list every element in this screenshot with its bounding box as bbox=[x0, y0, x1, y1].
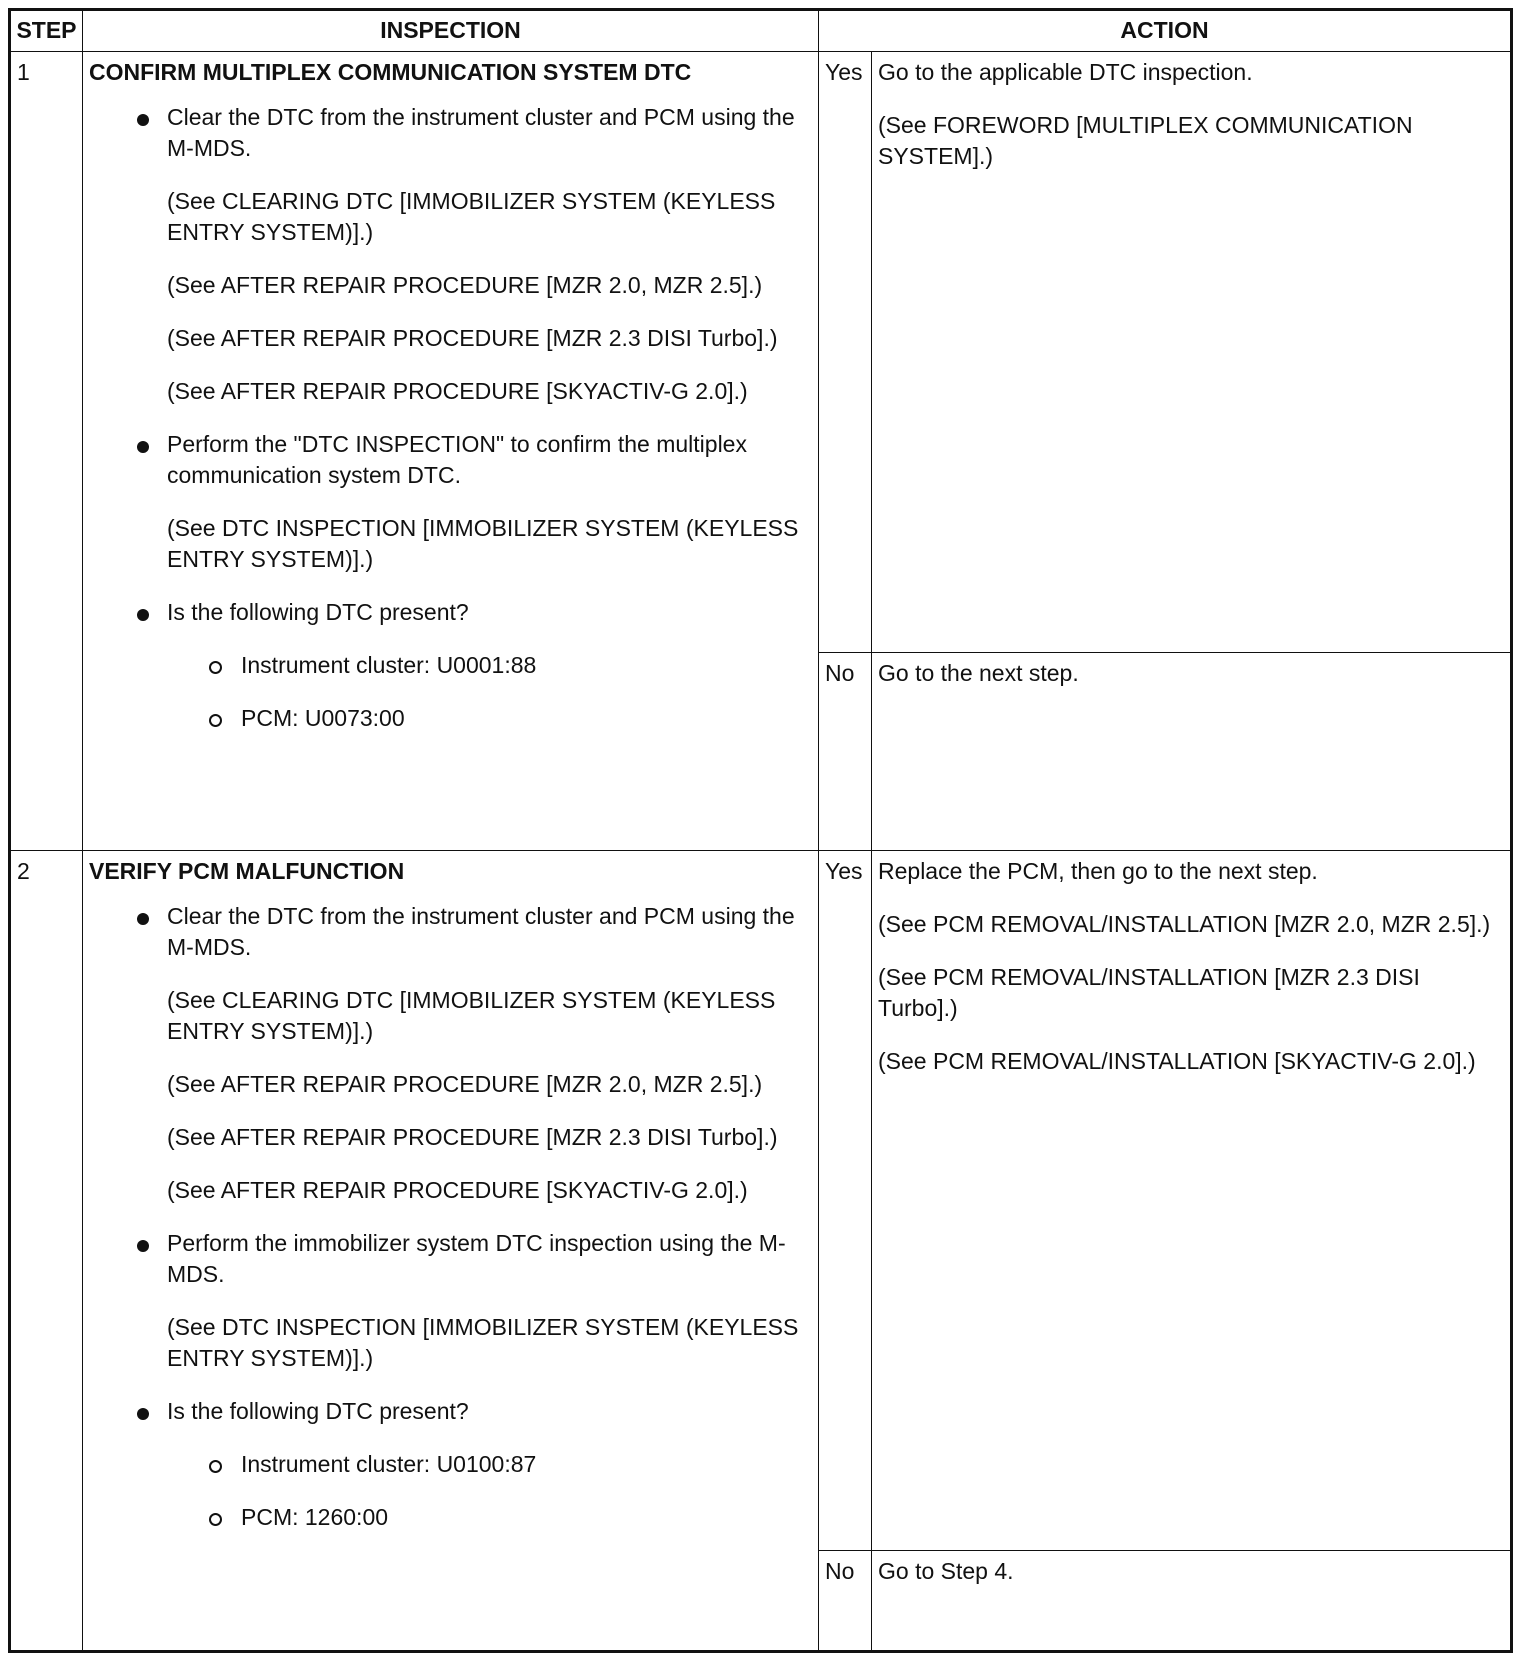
action-text: Go to the applicable DTC inspection. bbox=[878, 59, 1253, 85]
no-action-cell bbox=[872, 652, 1512, 850]
dtc-code-text: Instrument cluster: U0001:88 bbox=[241, 652, 537, 678]
dtc-sub-item bbox=[209, 1502, 812, 1533]
inspection-bullet bbox=[137, 1228, 812, 1374]
inspection-bullet bbox=[137, 597, 812, 734]
bullet-dot-icon bbox=[137, 609, 149, 621]
no-label: No bbox=[819, 1550, 872, 1651]
bullet-dot-icon bbox=[137, 1408, 149, 1420]
reference-text: (See PCM REMOVAL/INSTALLATION [SKYACTIV-G 2.0].) bbox=[878, 1047, 1476, 1074]
inspection-cell bbox=[83, 52, 819, 851]
inspection-bullet-list bbox=[89, 901, 812, 1533]
dtc-sub-item bbox=[209, 1449, 812, 1480]
step-1-yes-row bbox=[10, 52, 1512, 653]
bullet-text: Perform the immobilizer system DTC inspection using the M-MDS. bbox=[167, 1229, 786, 1287]
step-2-yes-row bbox=[10, 850, 1512, 1550]
bullet-dot-icon bbox=[137, 1240, 149, 1252]
dtc-code-text: PCM: U0073:00 bbox=[241, 705, 405, 731]
reference-text: (See DTC INSPECTION [IMMOBILIZER SYSTEM (KEYLESS ENTRY SYSTEM)].) bbox=[167, 515, 799, 572]
yes-action-cell bbox=[872, 850, 1512, 1550]
step-number: 2 bbox=[10, 850, 83, 1651]
bullet-circle-icon bbox=[209, 1460, 222, 1473]
reference-text: (See AFTER REPAIR PROCEDURE [SKYACTIV-G 2.0].) bbox=[167, 1176, 748, 1203]
diagnostic-procedure-table bbox=[8, 8, 1513, 1653]
inspection-title: VERIFY PCM MALFUNCTION bbox=[89, 857, 405, 884]
bullet-dot-icon bbox=[137, 441, 149, 453]
inspection-bullet bbox=[137, 901, 812, 1206]
dtc-code-text: Instrument cluster: U0100:87 bbox=[241, 1450, 537, 1477]
dtc-sub-list bbox=[167, 650, 812, 734]
inspection-cell bbox=[83, 850, 819, 1651]
bullet-text: Is the following DTC present? bbox=[167, 1397, 469, 1424]
reference-text: (See AFTER REPAIR PROCEDURE [MZR 2.3 DISI Turbo].) bbox=[167, 325, 778, 351]
reference-text: (See PCM REMOVAL/INSTALLATION [MZR 2.3 DISI Turbo].) bbox=[878, 963, 1420, 1021]
bullet-circle-icon bbox=[209, 714, 222, 727]
reference-text: (See DTC INSPECTION [IMMOBILIZER SYSTEM (KEYLESS ENTRY SYSTEM)].) bbox=[167, 1313, 799, 1371]
bullet-dot-icon bbox=[137, 913, 149, 925]
step-number: 1 bbox=[10, 52, 83, 851]
inspection-bullet bbox=[137, 429, 812, 575]
dtc-sub-item bbox=[209, 650, 812, 681]
bullet-circle-icon bbox=[209, 661, 222, 674]
action-text: Replace the PCM, then go to the next step. bbox=[878, 857, 1318, 884]
action-text: Go to the next step. bbox=[878, 659, 1079, 686]
reference-text: (See PCM REMOVAL/INSTALLATION [MZR 2.0, MZR 2.5].) bbox=[878, 910, 1491, 937]
header-step: STEP bbox=[10, 10, 83, 52]
bullet-text: Clear the DTC from the instrument cluster and PCM using the M-MDS. bbox=[167, 104, 795, 161]
inspection-title: CONFIRM MULTIPLEX COMMUNICATION SYSTEM DTC bbox=[89, 59, 692, 85]
bullet-circle-icon bbox=[209, 1513, 222, 1526]
reference-text: (See AFTER REPAIR PROCEDURE [MZR 2.0, MZR 2.5].) bbox=[167, 272, 763, 298]
reference-text: (See CLEARING DTC [IMMOBILIZER SYSTEM (KEYLESS ENTRY SYSTEM)].) bbox=[167, 188, 776, 245]
inspection-bullet bbox=[137, 1396, 812, 1533]
bullet-text: Clear the DTC from the instrument cluster and PCM using the M-MDS. bbox=[167, 902, 795, 960]
action-text: Go to Step 4. bbox=[878, 1557, 1014, 1584]
bullet-text: Is the following DTC present? bbox=[167, 599, 469, 625]
no-action-cell bbox=[872, 1550, 1512, 1651]
dtc-code-text: PCM: 1260:00 bbox=[241, 1503, 389, 1530]
yes-action-cell bbox=[872, 52, 1512, 653]
inspection-bullet bbox=[137, 102, 812, 407]
reference-text: (See AFTER REPAIR PROCEDURE [SKYACTIV-G 2.0].) bbox=[167, 378, 748, 404]
reference-text: (See AFTER REPAIR PROCEDURE [MZR 2.3 DISI Turbo].) bbox=[167, 1123, 778, 1150]
yes-label: Yes bbox=[819, 850, 872, 1550]
header-action: ACTION bbox=[819, 10, 1512, 52]
bullet-text: Perform the "DTC INSPECTION" to confirm the multiplex communication system DTC. bbox=[167, 431, 747, 488]
reference-text: (See AFTER REPAIR PROCEDURE [MZR 2.0, MZR 2.5].) bbox=[167, 1070, 763, 1097]
yes-label: Yes bbox=[819, 52, 872, 653]
table-header-row bbox=[10, 10, 1512, 52]
no-label: No bbox=[819, 652, 872, 850]
dtc-sub-list bbox=[167, 1449, 812, 1533]
reference-text: (See FOREWORD [MULTIPLEX COMMUNICATION SYSTEM].) bbox=[878, 112, 1413, 169]
header-inspection: INSPECTION bbox=[83, 10, 819, 52]
dtc-sub-item bbox=[209, 703, 812, 734]
bullet-dot-icon bbox=[137, 114, 149, 126]
inspection-bullet-list bbox=[89, 102, 812, 734]
reference-text: (See CLEARING DTC [IMMOBILIZER SYSTEM (KEYLESS ENTRY SYSTEM)].) bbox=[167, 986, 776, 1044]
